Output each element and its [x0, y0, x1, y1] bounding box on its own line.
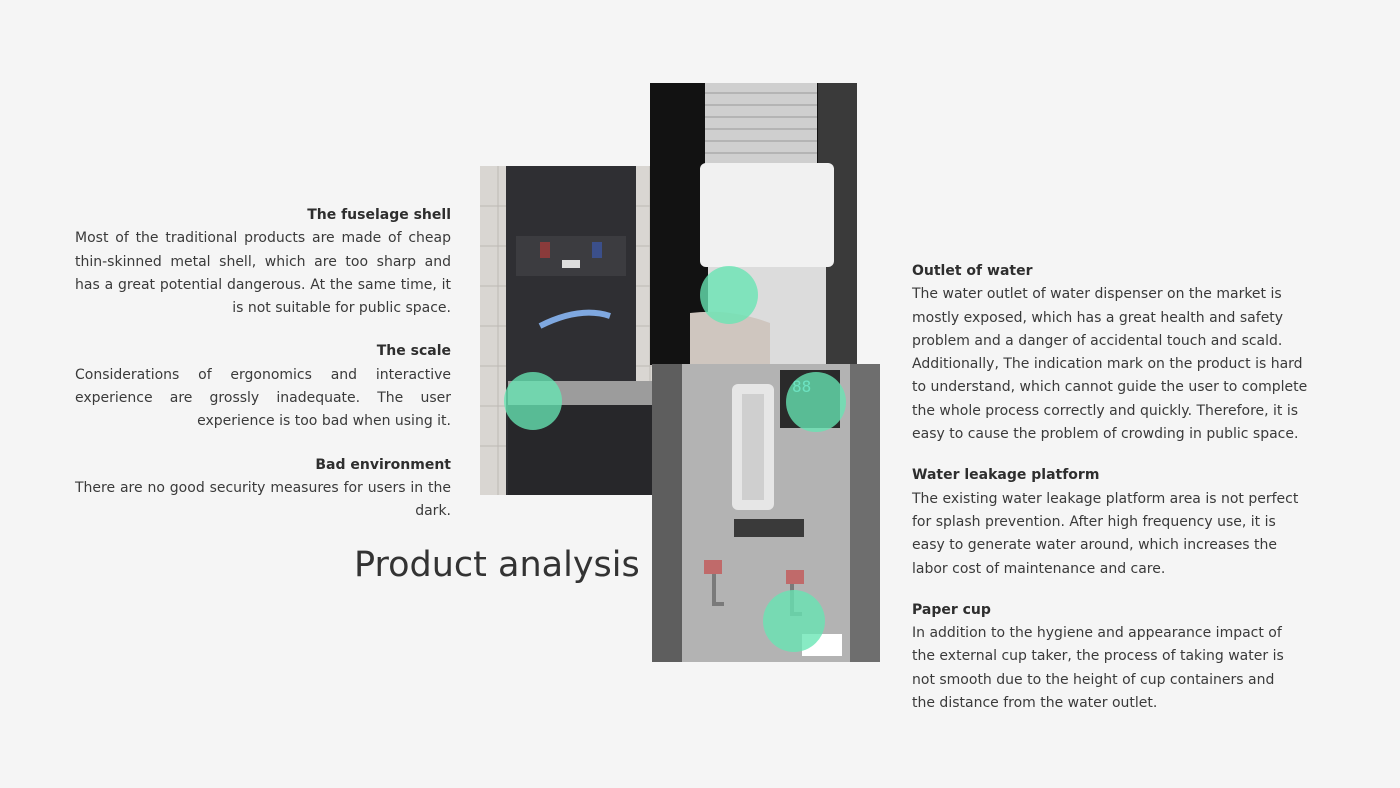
section-heading: The scale: [376, 343, 451, 360]
section-body: Considerations of ergonomics and interactive experience are grossly inadequate. The user experience is too bad when using it.: [75, 366, 451, 430]
section-body: [912, 283, 1308, 446]
section-paragraph: The water outlet of water dispenser on the market is mostly exposed, which has a great health and safety problem and a danger of accidental touch and scald.: [912, 286, 1284, 349]
section-body: Most of the traditional products are made of cheap thin-skinned metal shell, which are too sharp and has a great potential dangerous. At the same time, it is not suitable for public space.: [75, 230, 451, 317]
right-text-column: [912, 260, 1308, 733]
left-text-column: [75, 204, 451, 544]
section-bad-environment: [75, 454, 451, 524]
section-fuselage-shell: [75, 204, 451, 320]
section-heading: Paper cup: [912, 601, 991, 618]
photo-cup-holder: [650, 83, 857, 365]
hotspot-paper-cup: [700, 266, 758, 324]
section-body: [912, 488, 1308, 581]
hotspot-indicator-display: [786, 372, 846, 432]
cup-holder-photo-graphic: [650, 83, 857, 365]
hotspot-water-outlet: [763, 590, 825, 652]
page-title: Product analysis: [354, 545, 640, 585]
section-paper-cup: [912, 599, 1284, 715]
section-heading: Bad environment: [315, 456, 451, 473]
photo-stainless-boiler: [652, 364, 880, 662]
section-heading: The fuselage shell: [307, 207, 451, 223]
section-paragraph: Additionally, The indication mark on the product is hard to understand, which cannot guide the user to complete the whole process correctly and quickly. Therefore, it is easy to cause the problem of crowding in public space.: [912, 356, 1308, 443]
section-heading: Water leakage platform: [912, 467, 1100, 484]
section-heading: Outlet of water: [912, 263, 1033, 279]
section-body: There are no good security measures for users in the dark.: [75, 479, 451, 520]
section-body: [912, 622, 1284, 715]
section-outlet-of-water: [912, 260, 1308, 446]
section-paragraph: The existing water leakage platform area is not perfect for splash prevention. After high frequency use, it is easy to generate water around, which increases the labor cost of maintenance and care.: [912, 490, 1299, 577]
section-scale: [75, 340, 451, 433]
hotspot-leakage-platform: [504, 372, 562, 430]
section-water-leakage-platform: [912, 464, 1308, 580]
section-paragraph: In addition to the hygiene and appearance impact of the external cup taker, the process of taking water is not smooth due to the height of cup containers and the distance from the water outlet.: [912, 625, 1284, 712]
